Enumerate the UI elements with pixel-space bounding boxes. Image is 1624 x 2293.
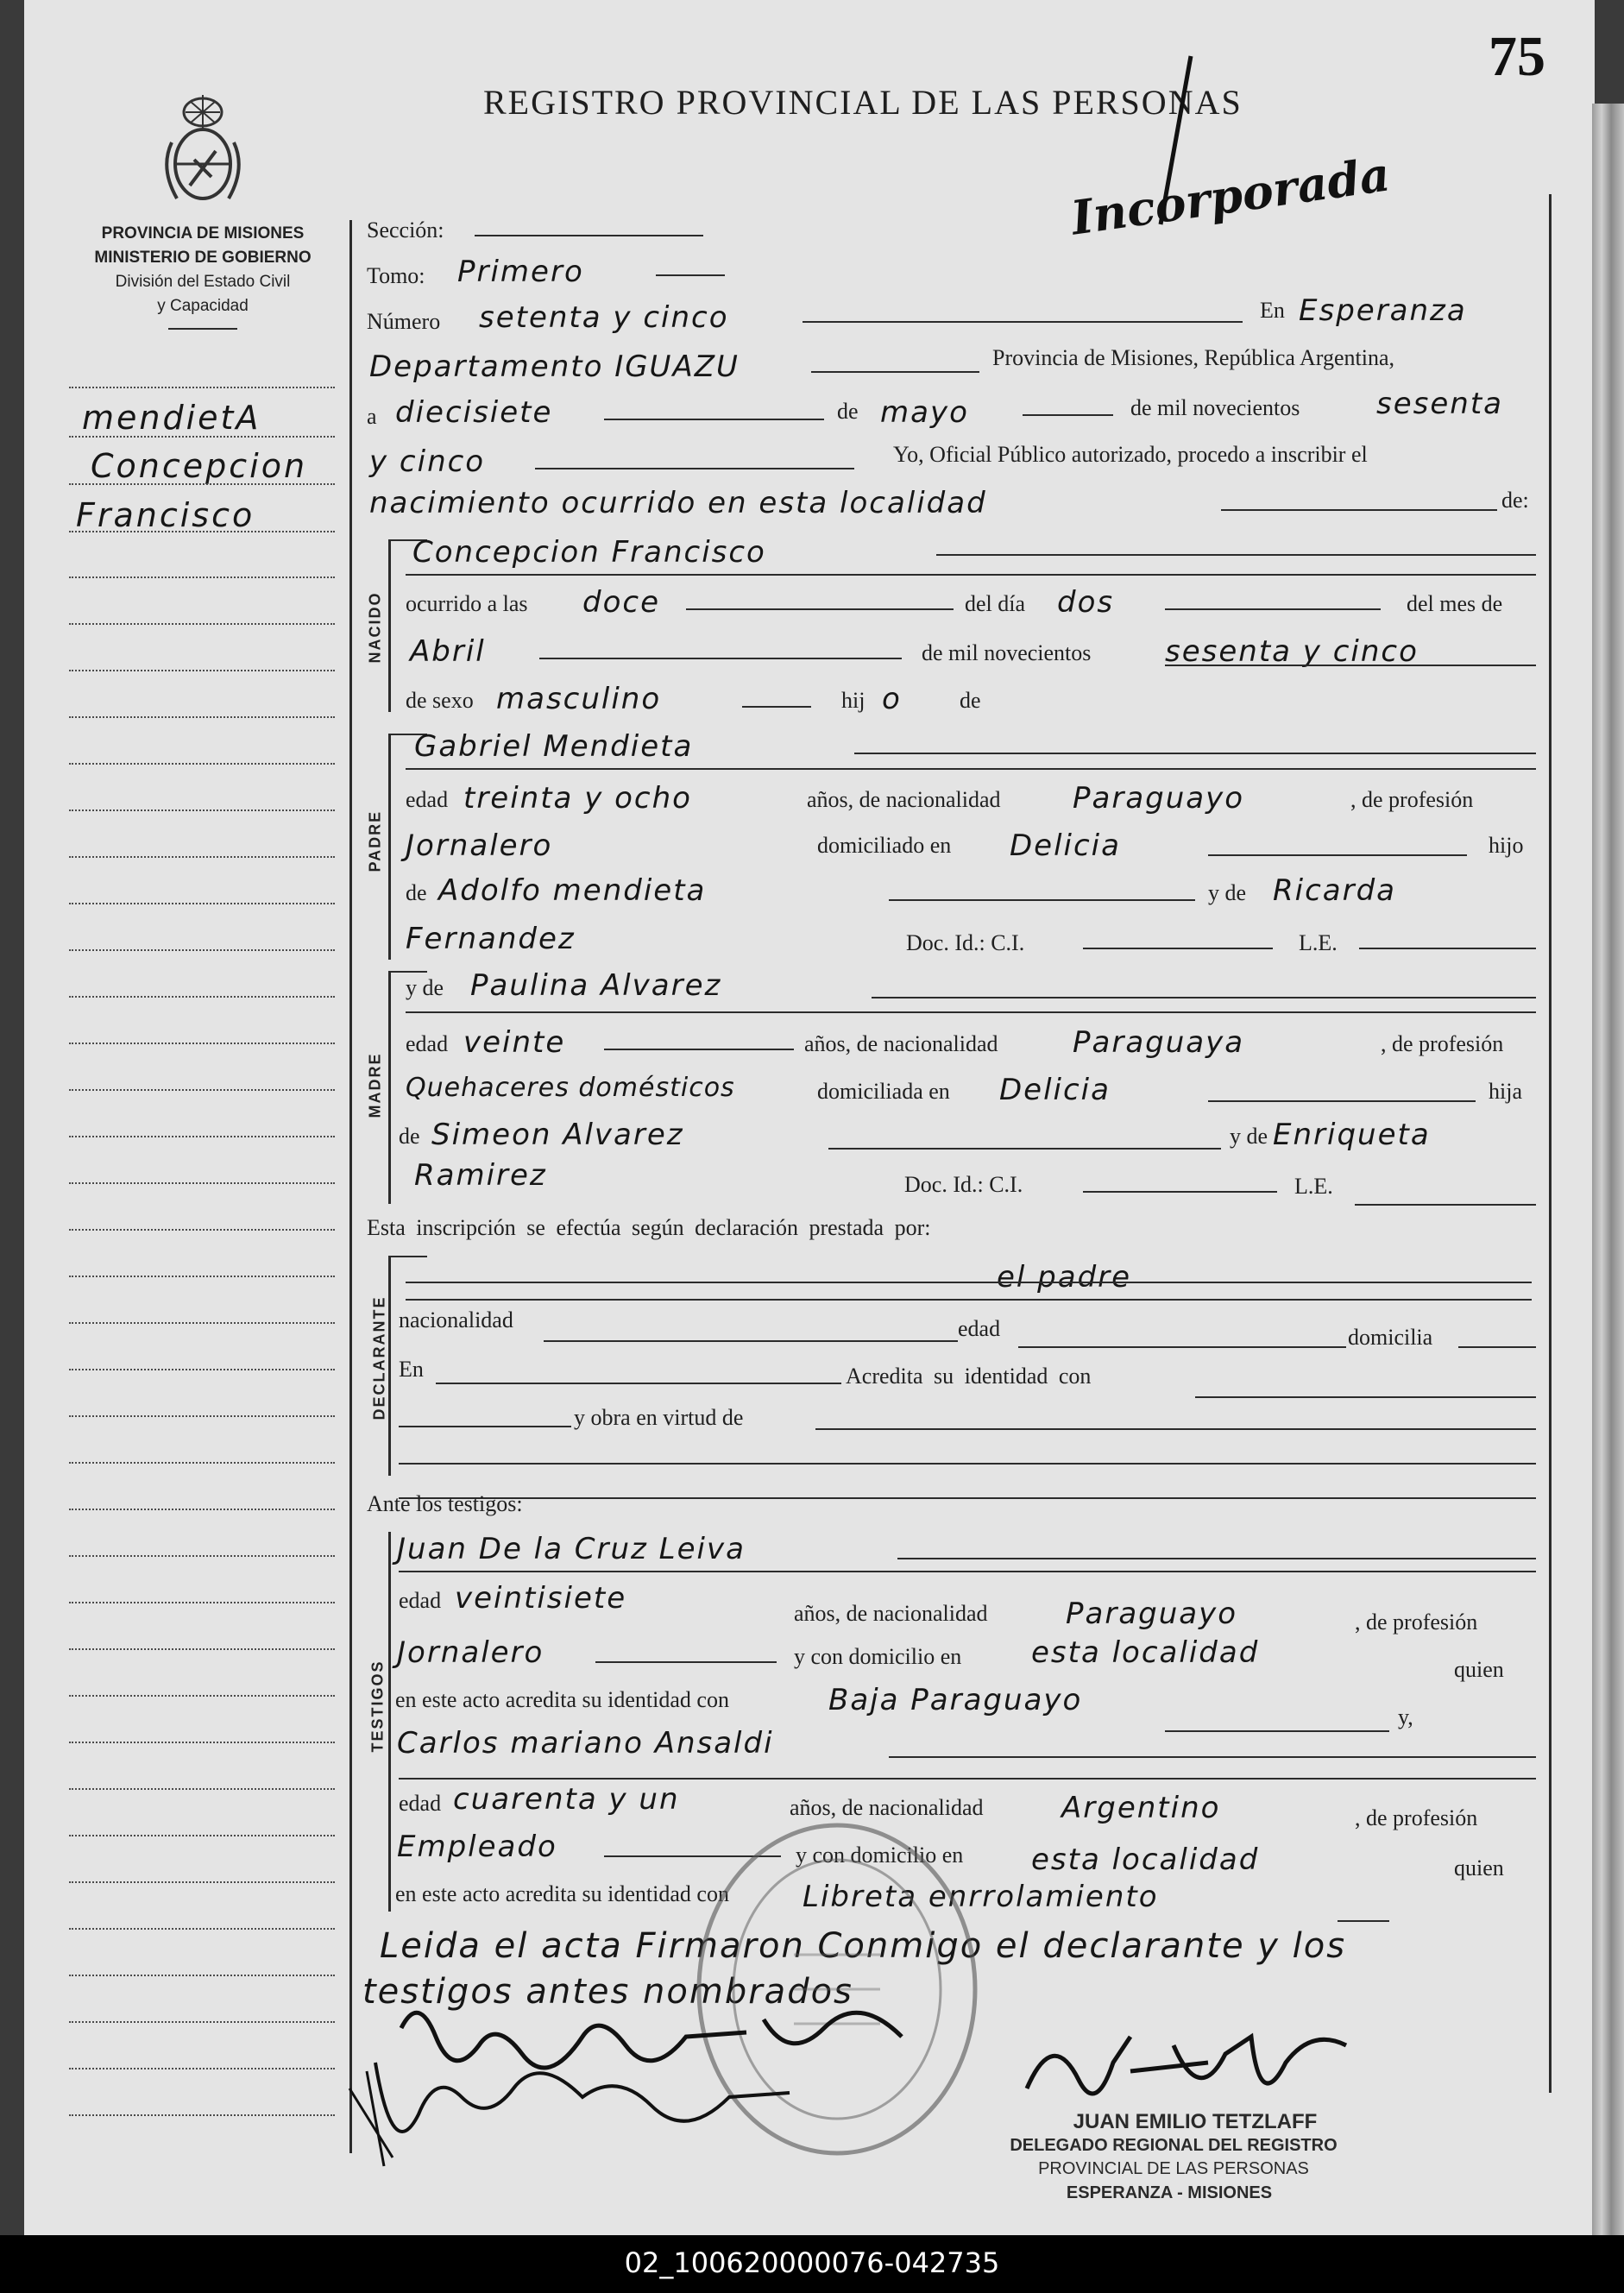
- padre-hijo-label: hijo: [1489, 833, 1524, 858]
- padre-doc-line: [1083, 948, 1273, 949]
- padre-nacionalidad-label: años, de nacionalidad: [807, 787, 1001, 812]
- header-underline: [168, 328, 237, 330]
- madre-profesion-label: , de profesión: [1381, 1031, 1504, 1056]
- madre-y-de-label: y de: [406, 975, 444, 1000]
- hora-value: doce: [582, 585, 660, 620]
- testigo1-documento-line: [1165, 1730, 1389, 1732]
- tomo-value: Primero: [457, 255, 584, 289]
- testigo2-edad-value: cuarenta y un: [453, 1782, 680, 1817]
- numero-line: [803, 321, 1243, 323]
- province-header: PROVINCIA DE MISIONES: [101, 224, 305, 243]
- declarante-side-label: DECLARANTE: [370, 1295, 388, 1421]
- margin-line: [69, 763, 335, 765]
- inscripcion-label: Esta inscripción se efectúa según declaración prestada por:: [367, 1215, 931, 1240]
- margin-line: [69, 1089, 335, 1091]
- madre-edad-value: veinte: [463, 1025, 566, 1060]
- margin-line: [69, 1835, 335, 1836]
- madre-hija-label: hija: [1489, 1079, 1522, 1104]
- testigo1-domicilio-label: y con domicilio en: [794, 1644, 962, 1669]
- padre-edad-value: treinta y ocho: [463, 781, 692, 816]
- testigos-side-label: TESTIGOS: [368, 1660, 387, 1753]
- testigo1-profesion-label: , de profesión: [1355, 1610, 1478, 1635]
- padre-profesion-value: Jornalero: [406, 828, 553, 863]
- tomo-line: [656, 274, 725, 276]
- margin-line: [69, 1881, 335, 1883]
- a-label: a: [367, 404, 377, 429]
- madre-edad-line: [604, 1049, 794, 1050]
- de-colon-label: de:: [1501, 488, 1529, 513]
- padre-domicilio-value: Delicia: [1010, 828, 1121, 863]
- anio-acta-value-1: sesenta: [1376, 387, 1503, 421]
- margin-line: [69, 1602, 335, 1603]
- margin-line: [69, 903, 335, 904]
- madre-line-2: [406, 1011, 1536, 1013]
- margin-line: [69, 1229, 335, 1231]
- margin-line: [69, 1136, 335, 1137]
- dia-line: [1165, 608, 1381, 610]
- padre-y-de-label: y de: [1208, 880, 1247, 905]
- testigo2-domicilio-label: y con domicilio en: [796, 1843, 964, 1868]
- margin-line: [69, 1509, 335, 1510]
- padre-line: [854, 753, 1536, 754]
- testigo2-nacionalidad-value: Argentino: [1061, 1791, 1221, 1825]
- margin-line: [69, 1555, 335, 1557]
- declarante-bracket-top: [388, 1256, 427, 1257]
- registrar-signature: Incorporada: [1067, 146, 1394, 246]
- provincia-label: Provincia de Misiones, República Argentina,: [992, 345, 1394, 370]
- sexo-line: [742, 706, 811, 708]
- nacido-side-label: NACIDO: [366, 591, 384, 664]
- margin-line: [69, 1182, 335, 1184]
- madre-de-label: de: [399, 1124, 420, 1149]
- margin-line: [69, 1276, 335, 1277]
- testigo1-nombre-value: Juan De la Cruz Leiva: [397, 1532, 746, 1566]
- testigo2-nacionalidad-label: años, de nacionalidad: [790, 1795, 984, 1820]
- margin-line: [69, 809, 335, 811]
- declarante-domicilia-line: [1458, 1346, 1536, 1348]
- margin-line: [69, 1928, 335, 1930]
- margin-line: [69, 387, 335, 388]
- signature-stroke: [1079, 52, 1208, 233]
- del-dia-label: del día: [965, 591, 1026, 616]
- testigo1-edad-label: edad: [399, 1588, 442, 1613]
- madre-profesion-value: Quehaceres domésticos: [406, 1073, 735, 1103]
- testigo1-edad-value: veintisiete: [455, 1581, 627, 1616]
- declarante-line-4: [399, 1497, 1536, 1499]
- testigo1-profesion-line: [595, 1661, 777, 1663]
- madre-domicilio-value: Delicia: [999, 1073, 1111, 1107]
- scan-reference-label: 02_100620000076-042735: [624, 2246, 1000, 2279]
- padre-padre-value: Adolfo mendieta: [438, 873, 707, 908]
- de-mil-label: de mil novecientos: [1130, 395, 1300, 420]
- margin-line: [69, 856, 335, 858]
- hij-label: hij: [841, 688, 866, 713]
- margin-line: [69, 483, 335, 485]
- folio-number: 75: [1489, 25, 1545, 88]
- madre-padre-line: [828, 1148, 1221, 1150]
- hecho-line: [1221, 509, 1497, 511]
- mes-acta-line: [1023, 414, 1113, 416]
- testigo2-edad-label: edad: [399, 1791, 442, 1816]
- testigo2-line-2: [399, 1778, 1536, 1780]
- del-mes-label: del mes de: [1407, 591, 1503, 616]
- madre-madre-value-2: Ramirez: [414, 1158, 547, 1193]
- testigo2-profesion-label: , de profesión: [1355, 1805, 1478, 1830]
- nacido-line: [936, 554, 1536, 556]
- capacity-header: y Capacidad: [157, 297, 249, 315]
- padre-madre-value-1: Ricarda: [1273, 873, 1396, 908]
- margin-line: [69, 623, 335, 625]
- declarante-line-2: [406, 1299, 1532, 1301]
- mes-acta-value: mayo: [880, 395, 969, 430]
- margin-line: [69, 996, 335, 998]
- madre-le-line: [1355, 1204, 1536, 1206]
- official-role: DELEGADO REGIONAL DEL REGISTRO: [1010, 2136, 1338, 2155]
- anio-line: [1165, 665, 1536, 666]
- madre-bracket-top: [388, 971, 427, 973]
- padre-profesion-label: , de profesión: [1350, 787, 1474, 812]
- declarante-acredita-line: [1195, 1396, 1536, 1398]
- padre-nacionalidad-value: Paraguayo: [1073, 781, 1245, 816]
- dia-value: dos: [1057, 585, 1115, 620]
- margin-line: [69, 1648, 335, 1650]
- margin-line: [69, 1415, 335, 1417]
- anio-acta-value-2: y cinco: [369, 444, 486, 479]
- departamento-line: [811, 371, 979, 373]
- testigo1-nacionalidad-value: Paraguayo: [1066, 1597, 1238, 1631]
- padre-padre-line: [889, 899, 1195, 901]
- margin-line: [69, 2114, 335, 2116]
- anio-value: sesenta y cinco: [1165, 634, 1419, 669]
- seccion-field-line: [475, 235, 703, 236]
- margin-line: [69, 949, 335, 951]
- margin-line: [69, 576, 335, 578]
- division-header: División del Estado Civil: [115, 273, 291, 291]
- madre-domiciliada-label: domiciliada en: [817, 1079, 950, 1104]
- margin-line: [69, 436, 335, 438]
- official-location: ESPERANZA - MISIONES: [1066, 2183, 1273, 2202]
- testigo2-domicilio-value: esta localidad: [1031, 1843, 1260, 1877]
- declarante-obra-label: y obra en virtud de: [574, 1405, 744, 1430]
- margin-line: [69, 1322, 335, 1324]
- testigo1-quien-label: quien: [1454, 1657, 1504, 1682]
- anio-acta-line: [535, 468, 854, 469]
- ministry-header: MINISTERIO DE GOBIERNO: [94, 249, 312, 267]
- margin-line: [69, 2068, 335, 2069]
- nacido-nombre-value: Concepcion Francisco: [412, 535, 766, 570]
- official-signature: [1001, 2011, 1363, 2123]
- declarante-en-line: [436, 1383, 841, 1384]
- margin-divider: [349, 220, 352, 2153]
- departamento-value: Departamento IGUAZU: [369, 350, 740, 384]
- testigo1-documento-value: Baja Paraguayo: [828, 1683, 1083, 1717]
- de-label: de: [837, 399, 859, 424]
- de-sexo-label: de sexo: [406, 688, 474, 713]
- padre-bracket: [388, 734, 391, 960]
- padre-edad-label: edad: [406, 787, 449, 812]
- padre-madre-value-2: Fernandez: [406, 922, 576, 956]
- margin-name-1: Concepcion: [91, 447, 308, 485]
- de-hijo-label: de: [960, 688, 981, 713]
- declarante-edad-line: [1018, 1346, 1346, 1348]
- margin-name-2: Francisco: [76, 496, 255, 534]
- witness-signatures: [341, 1985, 962, 2175]
- declarante-edad-label: edad: [958, 1316, 1001, 1341]
- padre-domiciliado-label: domiciliado en: [817, 833, 952, 858]
- madre-y-de-label-2: y de: [1230, 1124, 1268, 1149]
- mes-value: Abril: [410, 634, 486, 669]
- declarante-nacionalidad-line: [544, 1340, 958, 1342]
- mes-line: [539, 658, 902, 659]
- declarante-line-3: [399, 1463, 1536, 1465]
- testigo1-line: [897, 1558, 1536, 1559]
- testigo1-line-2: [399, 1571, 1536, 1572]
- declarante-domicilia-label: domicilia: [1348, 1325, 1433, 1350]
- padre-le-label: L.E.: [1299, 930, 1338, 955]
- margin-line: [69, 1369, 335, 1370]
- margin-line: [69, 670, 335, 671]
- madre-side-label: MADRE: [366, 1052, 384, 1118]
- declarante-nombre-value: el padre: [997, 1260, 1132, 1295]
- padre-domicilio-line: [1208, 854, 1467, 856]
- padre-le-line: [1359, 948, 1536, 949]
- madre-nacionalidad-label: años, de nacionalidad: [804, 1031, 998, 1056]
- padre-doc-label: Doc. Id.: C.I.: [906, 930, 1025, 955]
- margin-line: [69, 716, 335, 718]
- madre-doc-label: Doc. Id.: C.I.: [904, 1172, 1023, 1197]
- testigo2-acredita-label: en este acto acredita su identidad con: [395, 1881, 729, 1906]
- testigo1-y-label: y,: [1398, 1704, 1413, 1729]
- testigo2-quien-label: quien: [1454, 1855, 1504, 1880]
- padre-nombre-value: Gabriel Mendieta: [414, 729, 694, 764]
- testigo1-nacionalidad-label: años, de nacionalidad: [794, 1601, 988, 1626]
- hecho-value: nacimiento ocurrido en esta localidad: [369, 486, 987, 520]
- declarante-acredita-label: Acredita su identidad con: [846, 1364, 1092, 1389]
- margin-line: [69, 531, 335, 532]
- madre-nacionalidad-value: Paraguaya: [1073, 1025, 1245, 1060]
- margin-line: [69, 1462, 335, 1464]
- declarante-nacionalidad-label: nacionalidad: [399, 1307, 513, 1332]
- ocurrido-label: ocurrido a las: [406, 591, 528, 616]
- madre-nombre-value: Paulina Alvarez: [470, 968, 722, 1003]
- testigo2-documento-line: [1338, 1920, 1389, 1922]
- right-border: [1549, 194, 1552, 2093]
- de-mil-label-2: de mil novecientos: [922, 640, 1092, 665]
- madre-edad-label: edad: [406, 1031, 449, 1056]
- yo-oficial-label: Yo, Oficial Público autorizado, procedo a inscribir el: [893, 442, 1368, 467]
- declarante-obra-line-2: [815, 1428, 1536, 1430]
- declarante-line: [406, 1282, 1532, 1283]
- madre-bracket: [388, 971, 391, 1204]
- testigo2-documento-value: Libreta enrrolamiento: [803, 1880, 1159, 1914]
- madre-doc-line: [1083, 1191, 1277, 1193]
- padre-line-2: [406, 768, 1536, 770]
- margin-line: [69, 1043, 335, 1044]
- margin-surname: mendietA: [82, 399, 261, 437]
- tomo-label: Tomo:: [367, 263, 425, 288]
- page-title: REGISTRO PROVINCIAL DE LAS PERSONAS: [483, 83, 1243, 122]
- nacido-bracket: [388, 539, 391, 712]
- madre-madre-value-1: Enriqueta: [1273, 1118, 1431, 1152]
- cierre-linea-2: testigos antes nombrados: [362, 1972, 853, 2012]
- sexo-value: masculino: [496, 682, 662, 716]
- dia-acta-line: [604, 419, 824, 420]
- testigo1-domicilio-value: esta localidad: [1031, 1635, 1260, 1670]
- margin-line: [69, 1695, 335, 1697]
- declarante-obra-line-1: [399, 1426, 571, 1427]
- testigo1-acredita-label: en este acto acredita su identidad con: [395, 1687, 729, 1712]
- numero-value: setenta y cinco: [479, 300, 729, 335]
- testigo2-line: [889, 1756, 1536, 1758]
- declarante-en-label: En: [399, 1357, 424, 1382]
- margin-line: [69, 1788, 335, 1790]
- madre-le-label: L.E.: [1294, 1174, 1333, 1199]
- madre-padre-value: Simeon Alvarez: [431, 1118, 684, 1152]
- numero-label: Número: [367, 309, 441, 334]
- seccion-label: Sección:: [367, 217, 444, 243]
- official-office: PROVINCIAL DE LAS PERSONAS: [1038, 2159, 1309, 2178]
- ante-testigos-label: Ante los testigos:: [367, 1491, 523, 1516]
- margin-line: [69, 2021, 335, 2023]
- hora-line: [686, 608, 954, 610]
- padre-de-label: de: [406, 880, 427, 905]
- margin-line: [69, 1742, 335, 1743]
- testigo2-nombre-value: Carlos mariano Ansaldi: [397, 1726, 774, 1761]
- testigos-bracket: [388, 1532, 391, 1912]
- official-name: JUAN EMILIO TETZLAFF: [1073, 2110, 1318, 2133]
- nacido-line-2: [406, 574, 1536, 576]
- dia-acta-value: diecisiete: [395, 395, 553, 430]
- coat-of-arms-icon: [160, 91, 246, 211]
- en-label: En: [1260, 298, 1285, 323]
- padre-side-label: PADRE: [366, 809, 384, 872]
- madre-line: [872, 997, 1536, 998]
- book-page-edges: [1592, 104, 1624, 2235]
- cierre-linea-1: Leida el acta Firmaron Conmigo el declarante y los: [380, 1926, 1347, 1966]
- margin-line: [69, 1975, 335, 1976]
- localidad-value: Esperanza: [1299, 293, 1467, 328]
- madre-domicilio-line: [1208, 1100, 1476, 1102]
- hij-sufijo-value: o: [882, 682, 902, 716]
- testigo2-profesion-value: Empleado: [397, 1830, 557, 1864]
- testigo1-profesion-value: Jornalero: [397, 1635, 544, 1670]
